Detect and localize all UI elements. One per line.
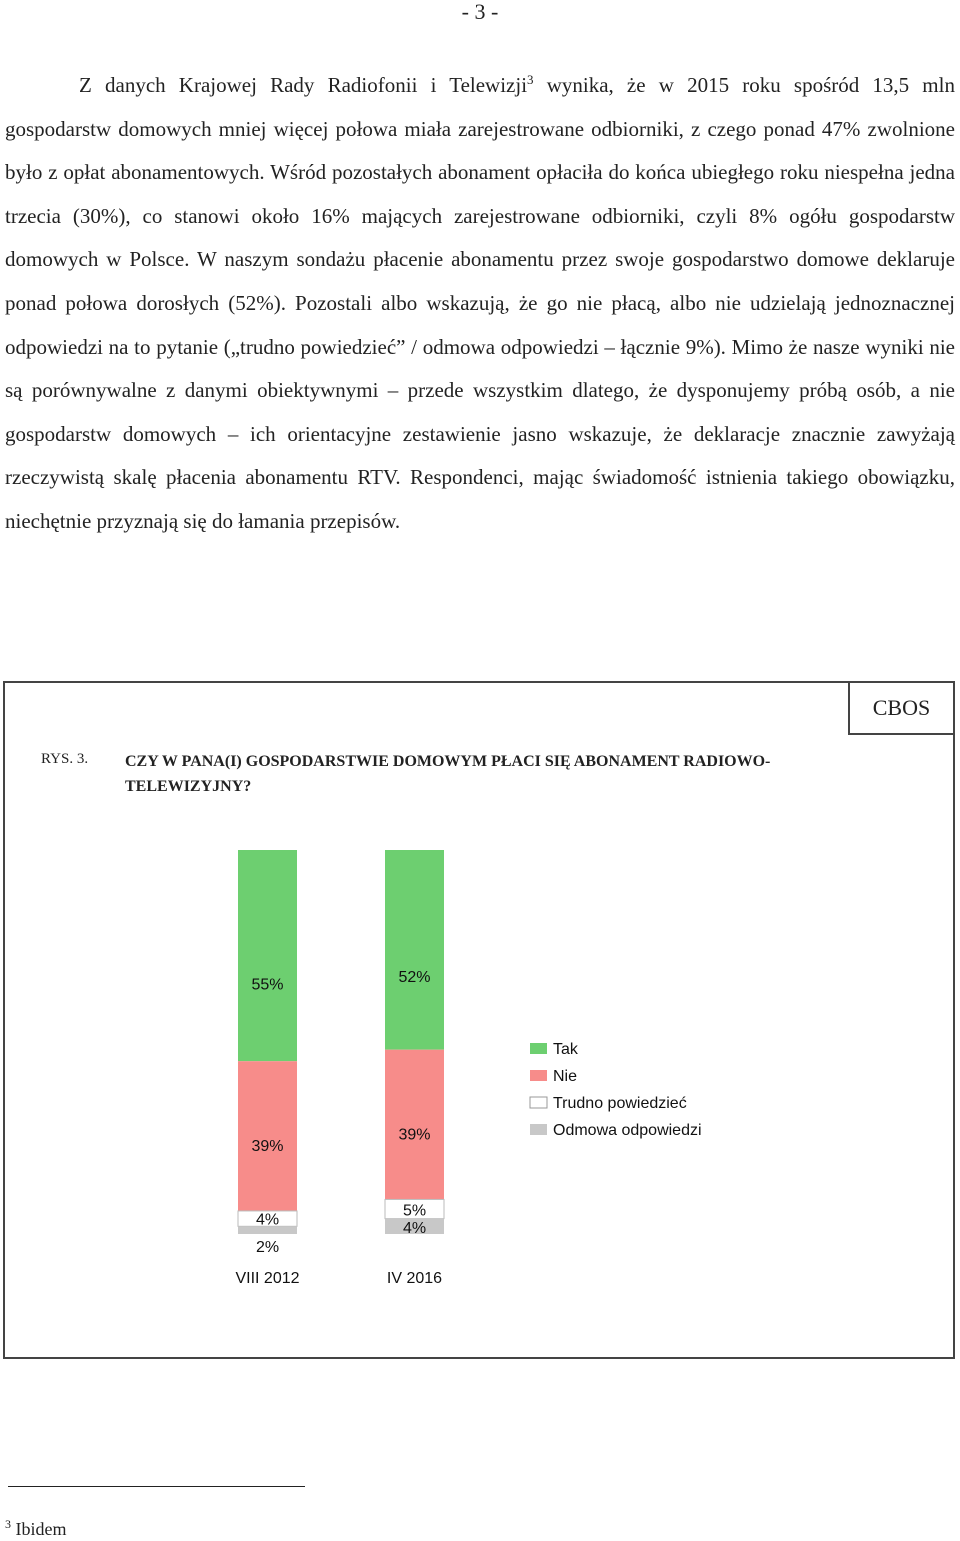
bar-segment-1-1 [238, 850, 297, 1061]
paragraph-text-start: Z danych Krajowej Rady Radiofonii i Telewizji [79, 73, 528, 97]
data-label-2-2: 39% [398, 1126, 431, 1144]
data-label-1-3: 4% [255, 1211, 280, 1229]
legend-swatch-2 [530, 1070, 547, 1081]
bar-segment-2-2 [385, 1050, 444, 1200]
figure-box [3, 681, 955, 1359]
data-label-1-2: 39% [251, 1138, 284, 1156]
footnote-text: Ibidem [11, 1519, 67, 1539]
cbos-badge: CBOS [848, 681, 955, 735]
legend-label-2: Nie [553, 1068, 578, 1085]
legend-swatch-3 [530, 1097, 547, 1108]
legend-swatch-1 [530, 1043, 547, 1054]
footnote-divider [8, 1486, 305, 1487]
category-label-1: VIII 2012 [235, 1270, 300, 1287]
legend-label-4: Odmowa odpowiedzi [553, 1122, 702, 1139]
footnote [5, 1517, 67, 1540]
data-label-2-3: 5% [402, 1202, 427, 1220]
data-label-1-1: 55% [251, 976, 284, 994]
footnote-number: 3 [5, 1517, 11, 1531]
data-label-2-4: 4% [402, 1220, 427, 1237]
bar-segment-1-2 [238, 1061, 297, 1211]
figure-title: CZY W PANA(I) GOSPODARSTWIE DOMOWYM PŁACI SIĘ ABONAMENT RADIOWO-TELEWIZYJNY? [125, 753, 771, 795]
legend-label-3: Trudno powiedzieć [553, 1095, 687, 1112]
data-label-2-1: 52% [398, 968, 431, 986]
legend-swatch-4 [530, 1124, 547, 1135]
paragraph-text-rest: wynika, że w 2015 roku spośród 13,5 mln gospodarstw domowych mniej więcej połowa miała zarejestrowane odbiorniki, z czego ponad 47% zwolnione było z opłat abonamentowych. Wśród pozostałych abonament opłaciła do końca ubiegłego roku niespełna jedna trzecia (30%), co stanowi około 16% mających zarejestrowane odbiorniki, czyli 8% ogółu gospodarstw domowych w Polsce. W naszym sondażu płacenie abonamentu przez swoje gospodarstwo domowe deklaruje ponad połowa dorosłych (52%). Pozostali albo wskazują, że go nie płacą, albo nie udzielają jednoznacznej odpowiedzi na to pytanie („trudno powiedzieć” / odmowa odpowiedzi – łącznie 9%). Mimo że nasze wyniki nie są porównywalne z danymi obiektywnymi – przede wszystkim dlatego, że dysponujemy próbą osób, a nie gospodarstw domowych – ich orientacyjne zestawienie jasno wskazuje, że deklaracje znacznie zawyżają rzeczywistą skalę płacenia abonamentu RTV. Respondenci, mając świadomość istnienia takiego obowiązku, niechętnie przyznają się do łamania przepisów. [5, 73, 955, 533]
legend-label-1: Tak [553, 1041, 578, 1058]
category-label-2: IV 2016 [386, 1270, 443, 1287]
page-number: - 3 - [461, 0, 499, 24]
figure-number: RYS. 3. [41, 751, 89, 767]
footnote-reference: 3 [527, 72, 534, 87]
body-paragraph [5, 64, 955, 544]
stacked-bar-chart [5, 683, 953, 1357]
bar-segment-2-1 [385, 850, 444, 1050]
data-label-1-4: 2% [255, 1239, 280, 1256]
